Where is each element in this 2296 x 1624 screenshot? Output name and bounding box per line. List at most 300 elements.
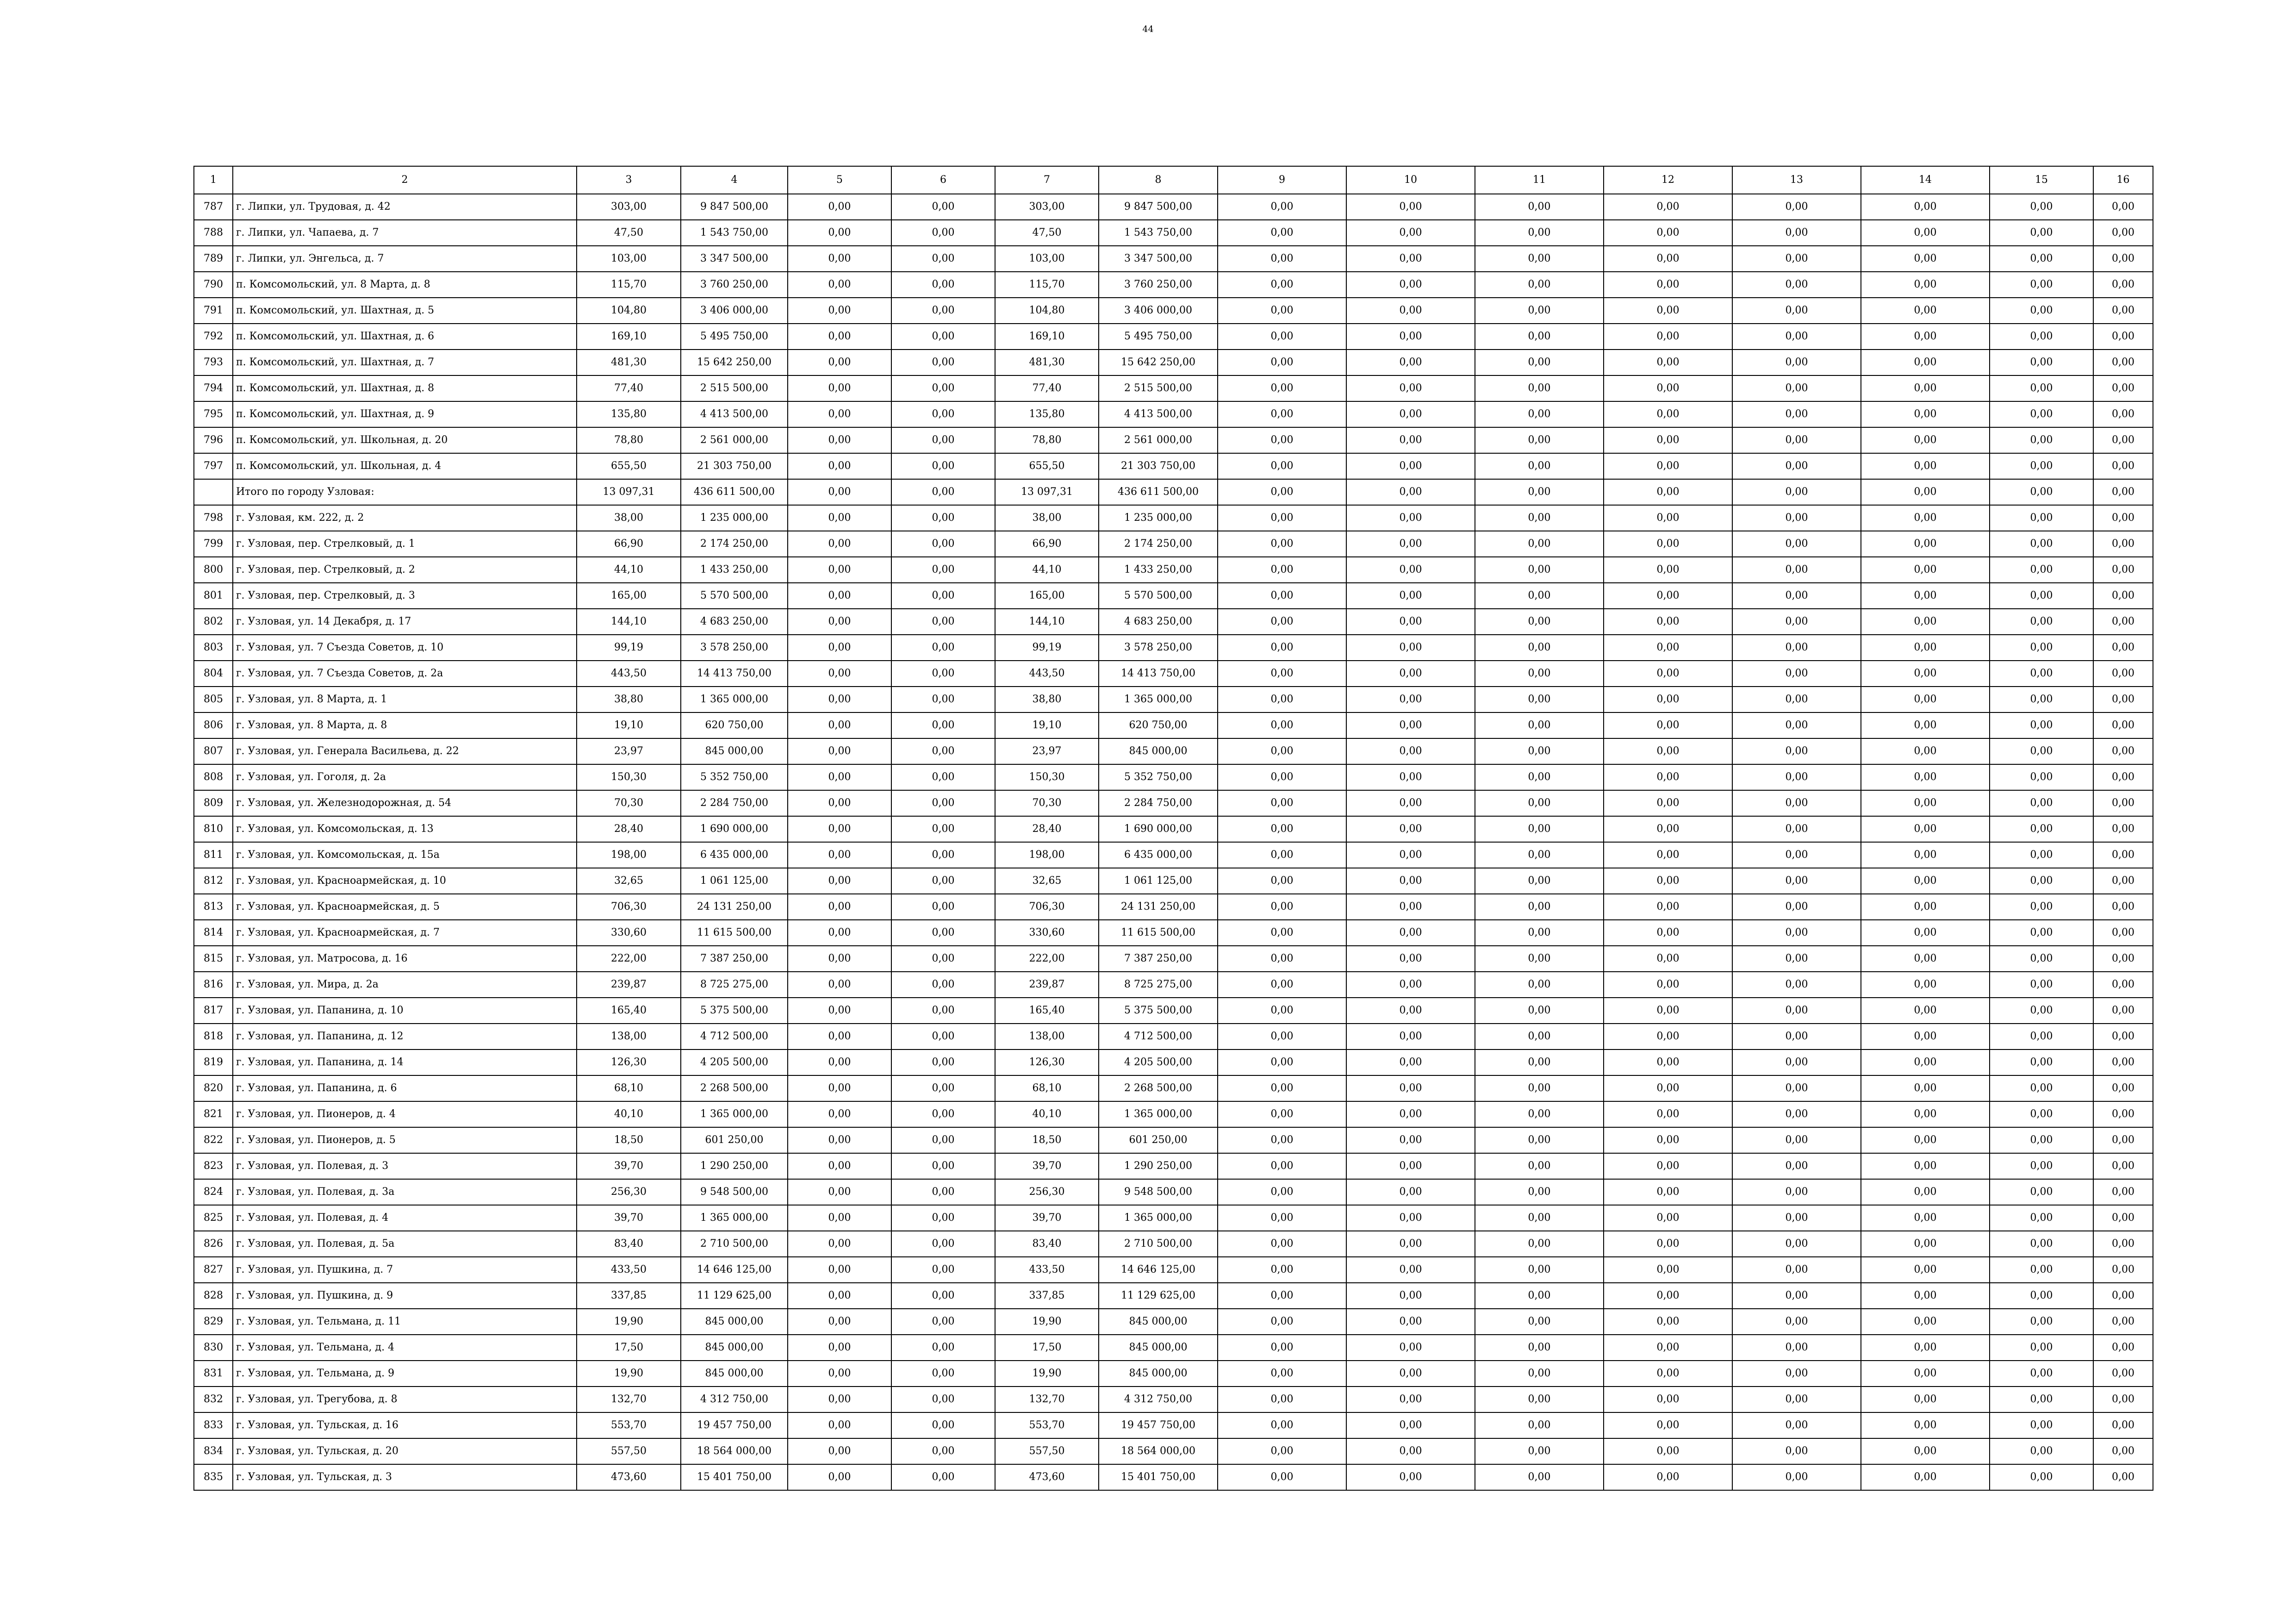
cost-cell: 19 457 750,00 [681, 1412, 788, 1438]
area-cell: 553,70 [577, 1412, 681, 1438]
table-row [194, 1024, 2153, 1049]
value-cell: 0,00 [1218, 790, 1346, 816]
table-row [194, 920, 2153, 946]
value-cell: 0,00 [1218, 687, 1346, 712]
table-row [194, 427, 2153, 453]
area-cell: 126,30 [995, 1049, 1099, 1075]
value-cell: 0,00 [1218, 712, 1346, 738]
value-cell: 0,00 [1732, 1075, 1861, 1101]
value-cell: 0,00 [1861, 246, 1990, 272]
cost-cell: 11 615 500,00 [681, 920, 788, 946]
value-cell: 0,00 [1475, 1075, 1604, 1101]
table-row [194, 1205, 2153, 1231]
value-cell: 0,00 [2093, 453, 2153, 479]
value-cell: 0,00 [1475, 712, 1604, 738]
area-cell: 77,40 [995, 375, 1099, 401]
value-cell: 0,00 [1475, 453, 1604, 479]
value-cell: 0,00 [2093, 635, 2153, 661]
value-cell: 0,00 [1861, 1127, 1990, 1153]
area-cell: 19,90 [995, 1309, 1099, 1335]
row-number-cell: 821 [194, 1101, 233, 1127]
value-cell: 0,00 [1218, 635, 1346, 661]
address-cell: г. Узловая, ул. Красноармейская, д. 10 [233, 868, 577, 894]
value-cell: 0,00 [1861, 479, 1990, 505]
value-cell: 0,00 [2093, 1335, 2153, 1361]
value-cell: 0,00 [1346, 790, 1475, 816]
value-cell: 0,00 [1604, 557, 1732, 583]
cost-cell: 436 611 500,00 [1099, 479, 1218, 505]
value-cell: 0,00 [2093, 427, 2153, 453]
value-cell: 0,00 [2093, 246, 2153, 272]
row-number-cell: 807 [194, 738, 233, 764]
value-cell: 0,00 [1475, 635, 1604, 661]
value-cell: 0,00 [1990, 1361, 2093, 1387]
area-cell: 222,00 [577, 946, 681, 972]
value-cell: 0,00 [1732, 1205, 1861, 1231]
value-cell: 0,00 [1475, 1438, 1604, 1464]
table-row [194, 557, 2153, 583]
value-cell: 0,00 [1218, 1464, 1346, 1490]
address-cell: г. Узловая, ул. Мира, д. 2а [233, 972, 577, 998]
table-row [194, 1257, 2153, 1283]
address-cell: г. Узловая, ул. Полевая, д. 5а [233, 1231, 577, 1257]
value-cell: 0,00 [1732, 427, 1861, 453]
value-cell: 0,00 [1861, 453, 1990, 479]
area-cell: 39,70 [995, 1205, 1099, 1231]
cost-cell: 9 847 500,00 [681, 194, 788, 220]
value-cell: 0,00 [2093, 557, 2153, 583]
column-number-header: 15 [1990, 166, 2093, 194]
area-cell: 40,10 [577, 1101, 681, 1127]
address-cell: г. Узловая, ул. 8 Марта, д. 8 [233, 712, 577, 738]
table-row [194, 375, 2153, 401]
value-cell: 0,00 [1861, 557, 1990, 583]
value-cell: 0,00 [1861, 1283, 1990, 1309]
address-cell: п. Комсомольский, ул. Шахтная, д. 8 [233, 375, 577, 401]
area-cell: 47,50 [577, 220, 681, 246]
value-cell: 0,00 [1732, 246, 1861, 272]
value-cell: 0,00 [1990, 401, 2093, 427]
value-cell: 0,00 [1346, 1283, 1475, 1309]
value-cell: 0,00 [1475, 998, 1604, 1024]
value-cell: 0,00 [1346, 894, 1475, 920]
value-cell: 0,00 [1475, 298, 1604, 324]
address-cell: г. Липки, ул. Энгельса, д. 7 [233, 246, 577, 272]
area-cell: 144,10 [995, 609, 1099, 635]
value-cell: 0,00 [1346, 505, 1475, 531]
cost-cell: 2 561 000,00 [1099, 427, 1218, 453]
value-cell: 0,00 [1218, 1335, 1346, 1361]
value-cell: 0,00 [1604, 401, 1732, 427]
cost-cell: 845 000,00 [681, 1335, 788, 1361]
value-cell: 0,00 [2093, 505, 2153, 531]
row-number-cell: 798 [194, 505, 233, 531]
value-cell: 0,00 [1604, 842, 1732, 868]
address-cell: г. Узловая, ул. Полевая, д. 3а [233, 1179, 577, 1205]
value-cell: 0,00 [1346, 1205, 1475, 1231]
value-cell: 0,00 [891, 1309, 995, 1335]
value-cell: 0,00 [1861, 1153, 1990, 1179]
value-cell: 0,00 [1861, 661, 1990, 687]
value-cell: 0,00 [1604, 687, 1732, 712]
value-cell: 0,00 [1604, 816, 1732, 842]
area-cell: 169,10 [577, 324, 681, 350]
value-cell: 0,00 [1346, 1024, 1475, 1049]
value-cell: 0,00 [891, 894, 995, 920]
value-cell: 0,00 [1218, 868, 1346, 894]
value-cell: 0,00 [1732, 531, 1861, 557]
cost-cell: 1 543 750,00 [681, 220, 788, 246]
value-cell: 0,00 [1604, 946, 1732, 972]
value-cell: 0,00 [1732, 272, 1861, 298]
value-cell: 0,00 [1346, 1075, 1475, 1101]
value-cell: 0,00 [1475, 1101, 1604, 1127]
value-cell: 0,00 [2093, 479, 2153, 505]
cost-cell: 1 365 000,00 [1099, 1101, 1218, 1127]
value-cell: 0,00 [1218, 557, 1346, 583]
value-cell: 0,00 [1990, 324, 2093, 350]
column-number-header: 2 [233, 166, 577, 194]
value-cell: 0,00 [1990, 738, 2093, 764]
value-cell: 0,00 [1732, 1049, 1861, 1075]
value-cell: 0,00 [788, 324, 891, 350]
area-cell: 38,00 [577, 505, 681, 531]
value-cell: 0,00 [1475, 764, 1604, 790]
value-cell: 0,00 [891, 1412, 995, 1438]
cost-cell: 4 712 500,00 [1099, 1024, 1218, 1049]
value-cell: 0,00 [1218, 1205, 1346, 1231]
value-cell: 0,00 [1475, 1049, 1604, 1075]
value-cell: 0,00 [1346, 583, 1475, 609]
value-cell: 0,00 [891, 324, 995, 350]
cost-cell: 1 690 000,00 [1099, 816, 1218, 842]
address-cell: г. Узловая, ул. Пионеров, д. 4 [233, 1101, 577, 1127]
value-cell: 0,00 [1218, 531, 1346, 557]
cost-cell: 9 548 500,00 [1099, 1179, 1218, 1205]
row-number-cell: 824 [194, 1179, 233, 1205]
value-cell: 0,00 [2093, 1309, 2153, 1335]
value-cell: 0,00 [1732, 816, 1861, 842]
address-cell: г. Узловая, ул. Папанина, д. 14 [233, 1049, 577, 1075]
value-cell: 0,00 [1990, 1153, 2093, 1179]
table-row [194, 505, 2153, 531]
value-cell: 0,00 [1475, 479, 1604, 505]
value-cell: 0,00 [1990, 505, 2093, 531]
area-cell: 104,80 [577, 298, 681, 324]
value-cell: 0,00 [2093, 1231, 2153, 1257]
row-number-cell: 813 [194, 894, 233, 920]
value-cell: 0,00 [891, 868, 995, 894]
cost-cell: 4 413 500,00 [1099, 401, 1218, 427]
value-cell: 0,00 [1475, 1127, 1604, 1153]
area-cell: 103,00 [995, 246, 1099, 272]
area-cell: 99,19 [577, 635, 681, 661]
value-cell: 0,00 [891, 505, 995, 531]
value-cell: 0,00 [1732, 324, 1861, 350]
value-cell: 0,00 [788, 246, 891, 272]
area-cell: 303,00 [995, 194, 1099, 220]
value-cell: 0,00 [1346, 1335, 1475, 1361]
row-number-cell: 834 [194, 1438, 233, 1464]
value-cell: 0,00 [1990, 894, 2093, 920]
value-cell: 0,00 [1604, 246, 1732, 272]
value-cell: 0,00 [1475, 868, 1604, 894]
value-cell: 0,00 [1732, 1361, 1861, 1387]
value-cell: 0,00 [1861, 816, 1990, 842]
value-cell: 0,00 [788, 1361, 891, 1387]
table-row [194, 661, 2153, 687]
cost-cell: 19 457 750,00 [1099, 1412, 1218, 1438]
value-cell: 0,00 [1604, 1075, 1732, 1101]
value-cell: 0,00 [1990, 998, 2093, 1024]
value-cell: 0,00 [1475, 972, 1604, 998]
table-row [194, 738, 2153, 764]
value-cell: 0,00 [1475, 1387, 1604, 1412]
area-cell: 473,60 [577, 1464, 681, 1490]
value-cell: 0,00 [2093, 324, 2153, 350]
value-cell: 0,00 [1604, 1283, 1732, 1309]
value-cell: 0,00 [1346, 298, 1475, 324]
row-number-cell: 819 [194, 1049, 233, 1075]
value-cell: 0,00 [1732, 1438, 1861, 1464]
column-number-header: 8 [1099, 166, 1218, 194]
value-cell: 0,00 [1990, 194, 2093, 220]
table-row [194, 609, 2153, 635]
cost-cell: 14 646 125,00 [1099, 1257, 1218, 1283]
value-cell: 0,00 [1604, 583, 1732, 609]
table-row [194, 324, 2153, 350]
value-cell: 0,00 [2093, 1283, 2153, 1309]
value-cell: 0,00 [1990, 816, 2093, 842]
area-cell: 655,50 [577, 453, 681, 479]
value-cell: 0,00 [2093, 1464, 2153, 1490]
value-cell: 0,00 [1732, 194, 1861, 220]
row-number-cell: 816 [194, 972, 233, 998]
value-cell: 0,00 [1732, 453, 1861, 479]
value-cell: 0,00 [1475, 816, 1604, 842]
value-cell: 0,00 [1475, 1309, 1604, 1335]
value-cell: 0,00 [1475, 609, 1604, 635]
value-cell: 0,00 [788, 1387, 891, 1412]
area-cell: 32,65 [577, 868, 681, 894]
value-cell: 0,00 [1990, 842, 2093, 868]
cost-cell: 8 725 275,00 [1099, 972, 1218, 998]
table-row [194, 712, 2153, 738]
address-cell: п. Комсомольский, ул. Школьная, д. 20 [233, 427, 577, 453]
value-cell: 0,00 [1861, 401, 1990, 427]
value-cell: 0,00 [1475, 790, 1604, 816]
column-number-header: 13 [1732, 166, 1861, 194]
value-cell: 0,00 [1861, 194, 1990, 220]
area-cell: 144,10 [577, 609, 681, 635]
value-cell: 0,00 [1218, 1153, 1346, 1179]
area-cell: 337,85 [995, 1283, 1099, 1309]
address-cell: г. Липки, ул. Чапаева, д. 7 [233, 220, 577, 246]
area-cell: 115,70 [995, 272, 1099, 298]
table-row [194, 1049, 2153, 1075]
address-cell: г. Узловая, ул. Генерала Васильева, д. 22 [233, 738, 577, 764]
column-number-header: 7 [995, 166, 1099, 194]
row-number-cell: 788 [194, 220, 233, 246]
value-cell: 0,00 [1990, 246, 2093, 272]
cost-cell: 1 365 000,00 [681, 1101, 788, 1127]
area-cell: 23,97 [995, 738, 1099, 764]
value-cell: 0,00 [1732, 1387, 1861, 1412]
value-cell: 0,00 [2093, 1387, 2153, 1412]
cost-cell: 3 760 250,00 [681, 272, 788, 298]
value-cell: 0,00 [891, 583, 995, 609]
value-cell: 0,00 [788, 1438, 891, 1464]
value-cell: 0,00 [1604, 1231, 1732, 1257]
address-cell: г. Узловая, ул. Полевая, д. 3 [233, 1153, 577, 1179]
area-cell: 198,00 [577, 842, 681, 868]
value-cell: 0,00 [1861, 998, 1990, 1024]
table-row [194, 1464, 2153, 1490]
area-cell: 38,80 [995, 687, 1099, 712]
value-cell: 0,00 [1990, 687, 2093, 712]
value-cell: 0,00 [1732, 661, 1861, 687]
area-cell: 70,30 [995, 790, 1099, 816]
row-number-cell: 826 [194, 1231, 233, 1257]
value-cell: 0,00 [788, 738, 891, 764]
area-cell: 28,40 [995, 816, 1099, 842]
cost-cell: 1 365 000,00 [681, 687, 788, 712]
area-cell: 103,00 [577, 246, 681, 272]
cost-cell: 2 284 750,00 [1099, 790, 1218, 816]
value-cell: 0,00 [1218, 220, 1346, 246]
value-cell: 0,00 [788, 479, 891, 505]
value-cell: 0,00 [1346, 868, 1475, 894]
row-number-cell: 799 [194, 531, 233, 557]
cost-cell: 15 401 750,00 [681, 1464, 788, 1490]
value-cell: 0,00 [788, 712, 891, 738]
cost-cell: 1 365 000,00 [1099, 687, 1218, 712]
value-cell: 0,00 [1604, 1361, 1732, 1387]
address-cell: г. Узловая, ул. Тульская, д. 16 [233, 1412, 577, 1438]
area-cell: 239,87 [995, 972, 1099, 998]
value-cell: 0,00 [1861, 635, 1990, 661]
value-cell: 0,00 [1475, 350, 1604, 375]
value-cell: 0,00 [1346, 1101, 1475, 1127]
value-cell: 0,00 [1990, 972, 2093, 998]
value-cell: 0,00 [891, 1153, 995, 1179]
area-cell: 138,00 [577, 1024, 681, 1049]
cost-cell: 24 131 250,00 [1099, 894, 1218, 920]
value-cell: 0,00 [1346, 1387, 1475, 1412]
cost-cell: 601 250,00 [1099, 1127, 1218, 1153]
cost-cell: 5 352 750,00 [1099, 764, 1218, 790]
value-cell: 0,00 [1218, 1049, 1346, 1075]
cost-cell: 1 690 000,00 [681, 816, 788, 842]
cost-cell: 3 406 000,00 [681, 298, 788, 324]
value-cell: 0,00 [1990, 453, 2093, 479]
address-cell: п. Комсомольский, ул. Шахтная, д. 5 [233, 298, 577, 324]
value-cell: 0,00 [788, 505, 891, 531]
value-cell: 0,00 [891, 1049, 995, 1075]
value-cell: 0,00 [1861, 1464, 1990, 1490]
value-cell: 0,00 [788, 764, 891, 790]
value-cell: 0,00 [2093, 764, 2153, 790]
value-cell: 0,00 [2093, 738, 2153, 764]
table-row [194, 972, 2153, 998]
value-cell: 0,00 [2093, 972, 2153, 998]
value-cell: 0,00 [1475, 246, 1604, 272]
table-row [194, 1283, 2153, 1309]
value-cell: 0,00 [1990, 220, 2093, 246]
value-cell: 0,00 [2093, 1257, 2153, 1283]
value-cell: 0,00 [891, 764, 995, 790]
row-number-cell: 805 [194, 687, 233, 712]
cost-cell: 7 387 250,00 [681, 946, 788, 972]
cost-cell: 21 303 750,00 [1099, 453, 1218, 479]
row-number-cell: 804 [194, 661, 233, 687]
address-cell: г. Узловая, ул. 7 Съезда Советов, д. 10 [233, 635, 577, 661]
cost-cell: 2 174 250,00 [681, 531, 788, 557]
value-cell: 0,00 [1732, 712, 1861, 738]
area-cell: 553,70 [995, 1412, 1099, 1438]
address-cell: п. Комсомольский, ул. Шахтная, д. 6 [233, 324, 577, 350]
value-cell: 0,00 [2093, 842, 2153, 868]
area-cell: 18,50 [577, 1127, 681, 1153]
value-cell: 0,00 [1346, 194, 1475, 220]
value-cell: 0,00 [1990, 1283, 2093, 1309]
address-cell: г. Узловая, ул. Железнодорожная, д. 54 [233, 790, 577, 816]
header-row [194, 166, 2153, 194]
value-cell: 0,00 [1218, 1024, 1346, 1049]
value-cell: 0,00 [2093, 1049, 2153, 1075]
value-cell: 0,00 [788, 609, 891, 635]
value-cell: 0,00 [1861, 350, 1990, 375]
value-cell: 0,00 [1990, 1309, 2093, 1335]
value-cell: 0,00 [1732, 375, 1861, 401]
value-cell: 0,00 [2093, 687, 2153, 712]
value-cell: 0,00 [891, 1464, 995, 1490]
area-cell: 19,10 [577, 712, 681, 738]
value-cell: 0,00 [2093, 531, 2153, 557]
column-number-header: 6 [891, 166, 995, 194]
area-cell: 557,50 [577, 1438, 681, 1464]
column-number-header: 10 [1346, 166, 1475, 194]
value-cell: 0,00 [891, 1361, 995, 1387]
area-cell: 481,30 [577, 350, 681, 375]
value-cell: 0,00 [1346, 350, 1475, 375]
row-number-cell: 801 [194, 583, 233, 609]
value-cell: 0,00 [891, 609, 995, 635]
row-number-cell: 789 [194, 246, 233, 272]
cost-cell: 14 413 750,00 [681, 661, 788, 687]
cost-cell: 1 235 000,00 [681, 505, 788, 531]
row-number-cell: 790 [194, 272, 233, 298]
column-number-header: 9 [1218, 166, 1346, 194]
value-cell: 0,00 [1990, 583, 2093, 609]
table-row [194, 894, 2153, 920]
area-cell: 78,80 [577, 427, 681, 453]
value-cell: 0,00 [1218, 401, 1346, 427]
cost-cell: 1 235 000,00 [1099, 505, 1218, 531]
value-cell: 0,00 [1346, 998, 1475, 1024]
value-cell: 0,00 [1475, 427, 1604, 453]
value-cell: 0,00 [891, 687, 995, 712]
value-cell: 0,00 [1732, 998, 1861, 1024]
value-cell: 0,00 [2093, 1127, 2153, 1153]
area-cell: 66,90 [995, 531, 1099, 557]
address-cell: г. Узловая, ул. Трегубова, д. 8 [233, 1387, 577, 1412]
value-cell: 0,00 [1861, 790, 1990, 816]
value-cell: 0,00 [1990, 661, 2093, 687]
area-cell: 28,40 [577, 816, 681, 842]
cost-cell: 1 061 125,00 [681, 868, 788, 894]
value-cell: 0,00 [1218, 842, 1346, 868]
